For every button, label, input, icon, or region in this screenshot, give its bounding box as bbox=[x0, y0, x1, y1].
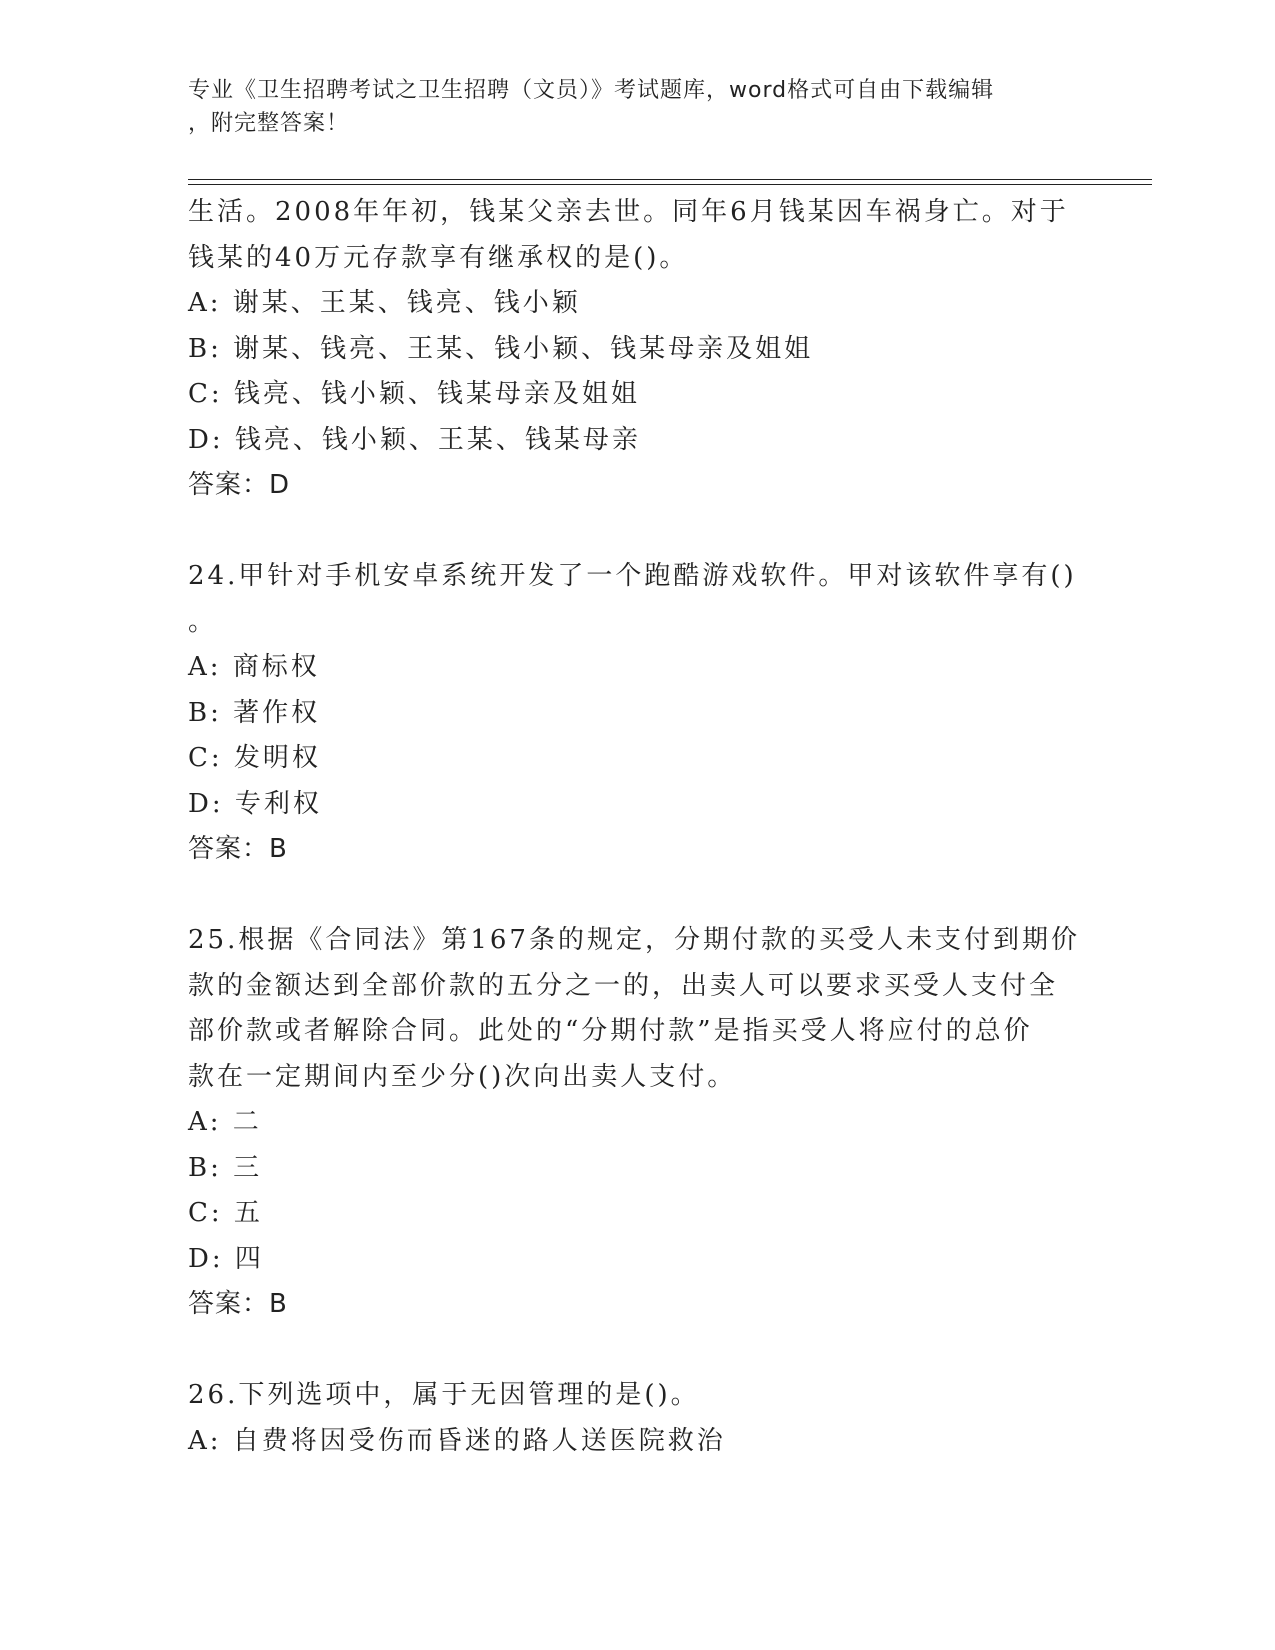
header-rule-top bbox=[188, 179, 1152, 180]
option-c: C: 发明权 bbox=[188, 743, 321, 773]
question-23 bbox=[188, 190, 1088, 509]
question-25 bbox=[188, 918, 1088, 1328]
option-c: C: 五 bbox=[188, 1198, 263, 1228]
option-b: B: 谢某、钱亮、王某、钱小颖、钱某母亲及姐姐 bbox=[188, 333, 814, 364]
option-c: C: 钱亮、钱小颖、钱某母亲及姐姐 bbox=[188, 379, 640, 409]
header-line-2: ，附完整答案！ bbox=[188, 111, 350, 136]
option-a: A: 自费将因受伤而昏迷的路人送医院救治 bbox=[188, 1425, 726, 1456]
spacer bbox=[188, 509, 1088, 555]
question-text-line: 生活。2008年年初，钱某父亲去世。同年6月钱某因车祸身亡。对于 bbox=[188, 197, 1069, 227]
question-text-line: 。 bbox=[188, 606, 218, 637]
option-d: D: 四 bbox=[188, 1243, 264, 1274]
document-header bbox=[188, 74, 1068, 140]
option-b: B: 三 bbox=[188, 1152, 263, 1183]
question-text-line: 款的金额达到全部价款的五分之一的，出卖人可以要求买受人支付全 bbox=[188, 970, 1059, 1001]
question-text-line: 26.下列选项中，属于无因管理的是()。 bbox=[188, 1380, 700, 1410]
question-26 bbox=[188, 1373, 1088, 1464]
question-text-line: 部价款或者解除合同。此处的“分期付款”是指买受人将应付的总价 bbox=[188, 1016, 1033, 1046]
option-b: B: 著作权 bbox=[188, 697, 321, 728]
question-text-line: 钱某的40万元存款享有继承权的是()。 bbox=[188, 242, 689, 273]
option-a: A: 谢某、王某、钱亮、钱小颖 bbox=[188, 288, 581, 318]
spacer bbox=[188, 1328, 1088, 1374]
question-text-line: 24.甲针对手机安卓系统开发了一个跑酷游戏软件。甲对该软件享有() bbox=[188, 561, 1077, 591]
header-line-1: 专业《卫生招聘考试之卫生招聘（文员）》考试题库，word格式可自由下载编辑 bbox=[188, 78, 995, 103]
option-a: A: 商标权 bbox=[188, 652, 320, 682]
question-text-line: 25.根据《合同法》第167条的规定，分期付款的买受人未支付到期价 bbox=[188, 925, 1080, 955]
answer: 答案：D bbox=[188, 470, 291, 500]
option-d: D: 专利权 bbox=[188, 788, 322, 819]
option-a: A: 二 bbox=[188, 1107, 262, 1137]
question-text-line: 款在一定期间内至少分()次向出卖人支付。 bbox=[188, 1061, 737, 1092]
answer: 答案：B bbox=[188, 1289, 288, 1319]
document-body bbox=[188, 190, 1088, 1464]
answer: 答案：B bbox=[188, 834, 288, 864]
question-24 bbox=[188, 554, 1088, 873]
spacer bbox=[188, 873, 1088, 919]
header-rule-bottom bbox=[188, 184, 1152, 185]
option-d: D: 钱亮、钱小颖、王某、钱某母亲 bbox=[188, 424, 641, 455]
